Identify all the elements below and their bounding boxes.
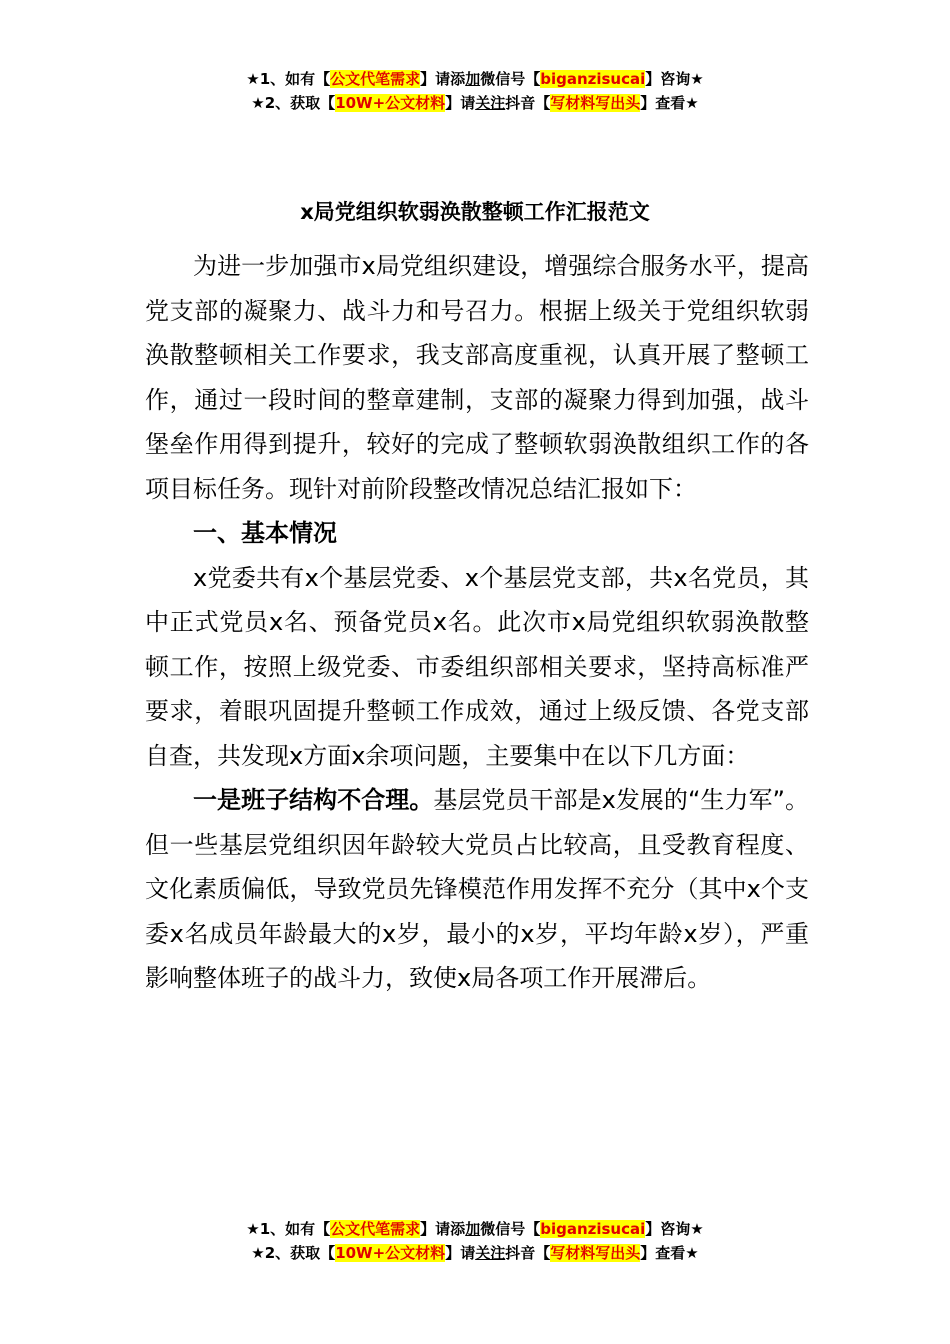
promo-banner-bottom — [0, 1217, 950, 1265]
highlight-service: 公文代笔需求 — [330, 70, 421, 88]
promo-line-1: ★1、如有【公文代笔需求】请添加微信号【biganzisucai】咨询★ — [246, 70, 704, 88]
highlight-wechat-id: biganzisucai — [540, 70, 646, 88]
highlight-materials: 10W+公文材料 — [335, 1244, 446, 1262]
paragraph-basic-info: x党委共有x个基层党委、x个基层党支部，共x名党员，其中正式党员x名、预备党员x名。此次市x局党组织软弱涣散整顿工作，按照上级党委、市委组织部相关要求，坚持高标准严要求，着眼巩固提升整顿工作成效，通过上级反馈、各党支部自查，共发现x方面x余项问题，主要集中在以下几方面： — [145, 563, 809, 770]
promo-banner-top — [0, 67, 950, 115]
promo-line-2: ★2、获取【10W+公文材料】请关注抖音【写材料写出头】查看★ — [251, 94, 699, 112]
promo-line-1: ★1、如有【公文代笔需求】请添加微信号【biganzisucai】咨询★ — [246, 1220, 704, 1238]
highlight-wechat-id: biganzisucai — [540, 1220, 646, 1238]
issue-body: 基层党员干部是x发展的“生力军”。但一些基层党组织因年龄较大党员占比较高，且受教育程度、文化素质偏低，导致党员先锋模范作用发挥不充分（其中x个支委x名成员年龄最大的x岁，最小的x岁，平均年龄x岁），严重影响整体班子的战斗力，致使x局各项工作开展滞后。 — [145, 786, 809, 992]
highlight-douyin: 写材料写出头 — [550, 1244, 641, 1262]
section-heading-basic: 一、基本情况 — [193, 519, 337, 547]
paragraph-issue-1 — [145, 778, 809, 1001]
paragraph-intro: 为进一步加强市x局党组织建设，增强综合服务水平，提高党支部的凝聚力、战斗力和号召力。根据上级关于党组织软弱涣散整顿相关工作要求，我支部高度重视，认真开展了整顿工作，通过一段时间的整章建制，支部的凝聚力得到加强，战斗堡垒作用得到提升，较好的完成了整顿软弱涣散组织工作的各项目标任务。现针对前阶段整改情况总结汇报如下： — [145, 252, 809, 503]
highlight-service: 公文代笔需求 — [330, 1220, 421, 1238]
document-title: x局党组织软弱涣散整顿工作汇报范文 — [300, 200, 650, 224]
document-body — [145, 244, 809, 1001]
highlight-douyin: 写材料写出头 — [550, 94, 641, 112]
promo-line-2: ★2、获取【10W+公文材料】请关注抖音【写材料写出头】查看★ — [251, 1244, 699, 1262]
highlight-materials: 10W+公文材料 — [335, 94, 446, 112]
issue-lead: 一是班子结构不合理。 — [193, 786, 434, 814]
